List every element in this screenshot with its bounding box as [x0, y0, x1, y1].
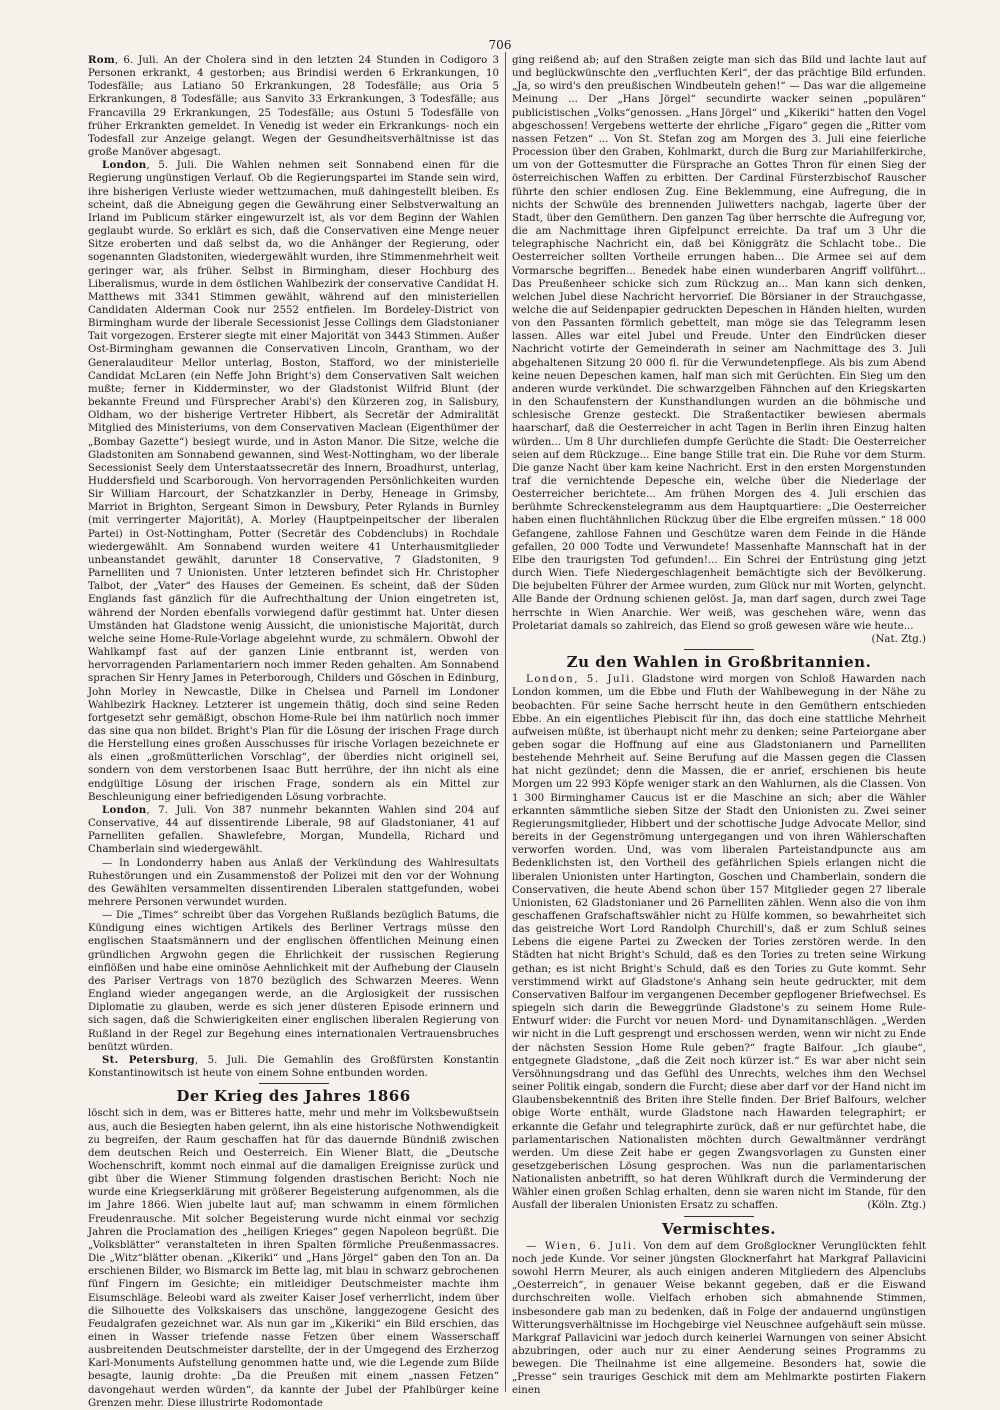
continuation-body: ging reißend ab; auf den Straßen zeigte man sich das Bild und lachte laut auf und beglückwünschte den „verfluchten Kerl“, der das prächtige Bild erfunden. „Ja, so wird's den preußischen Windbeuteln gehen!“ — Das war die allgemeine Meinung ... Der „Hans Jörgel“ secundirte wacker seinen „populären“ publicistischen „Volks“genossen. „Hans Jörgel“ und „Kikeriki“ hatten den Vogel abgeschossen! Vergebens wetterte der ehrliche „Figaro“ gegen die „Ritter vom nassen Fetzen“ ... Von St. Stefan zog am Morgen des 3. Juli eine feierliche Procession über den Graben, Kohlmarkt, durch die Burg zur Mariahilferkirche, um von der Gottesmutter die Fürsprache an Gottes Thron für einen Sieg der österreichischen Waffen zu erbitten. Der Cardinal Fürsterzbischof Rauscher führte den schier endlosen Zug. Eine Beklemmung, eine Aufregung, die in nichts der Schwüle des brennenden Juliwetters nachgab, lagerte über der Stadt, über den Gemüthern. Den ganzen Tag über herrschte die Aufregung vor, die am Nachmittage ihren Gipfelpunct erreichte. Da traf um 3 Uhr die telegraphische Nachricht ein, daß bei Königgrätz die Schlacht tobe.. Die Oesterreicher sollten Vortheile errungen haben... Die Armee sei auf dem Vormarsche begriffen... Benedek habe einen wunderbaren Angriff vollführt... Das Preußenheer schicke sich zum Rückzug an... Man kann sich denken, welchen Jubel diese Nachricht hervorrief. Die Börsianer in der Strauchgasse, welche die auf Seidenpapier gedruckten Depeschen in Händen hielten, wurden von den Passanten förmlich gebettelt, man möge sie das Telegramm lesen lassen. Alles war eitel Jubel und Freude. Unter den Eindrücken dieser Nachricht votirte der Gemeinderath in seiner am Nachmittage des 3. Juli abgehaltenen Sitzung 20 000 fl. für die Verwundetenpflege. Als bis zum Abend keine neuen Depeschen kamen, half man sich mit Gerüchten. Ein Sieg um den anderen wurde verkündet. Die schwarzgelben Fähnchen auf den Kriegskarten in den Schaufenstern der Kunsthandlungen wurden an die böhmische und schlesische Grenze gesteckt. Die Straßentactiker bewiesen abermals haarscharf, daß die Oesterreicher in acht Tagen in Berlin ihren Einzug halten würden... Um 8 Uhr durchliefen dumpfe Gerüchte die Stadt: Die Oesterreicher seien auf dem Rückzuge... Eine bange Stille trat ein. Die Ruhe vor dem Sturm. Die ganze Nacht über kam keine Nachricht. Erst in den ersten Morgenstunden traf die vernichtende Depesche ein, welche über die Niederlage der Oesterreicher berichtete... Am frühen Morgen des 4. Juli erschien das berühmte Schreckenstelegramm aus dem Hauptquartiere: „Die Oesterreicher haben einen fluchtähnlichen Rückzug über die Elbe ergreifen müssen.“ 18 000 Gefangene, zahllose Fahnen und Geschütze waren dem Feinde in die Hände gefallen, 20 000 Todte und Verwundete! Massenhafte Mannschaft hat in der Elbe den traurigsten Tod gefunden!... Ein Schrei der Entrüstung ging jetzt durch Wien. Tiefe Niedergeschlagenheit bemächtigte sich der Bevölkerung. Die bejubelten Führer der Armee wurden, zum Glück nur mit Worten, gelyncht. Alle Bande der Ordnung schienen gelöst. Ja, man darf sagen, durch zwei Tage herrschte in Wien Anarchie. Wer weiß, was geschehen wäre, wenn das Proletariat damals so zahlreich, das Elend so groß gewesen wäre wie heute... [512, 55, 926, 632]
section-text-wahlen [512, 673, 926, 1212]
dateline-date: , 5. Juli. [146, 160, 198, 172]
dateline-date: , 6. Juli. [114, 55, 159, 66]
section-body: Gladstone wird morgen von Schloß Hawarden nach London kommen, um die Ebbe und Fluth der Wahlbewegung in der Nähe zu beobachten. Für seine Sache herrscht heute in den Gemüthern entschieden Ebbe. An ein eigentliches Plebiscit für ihn, das doch eine stattliche Mehrheit aufweisen müßte, ist überhaupt nicht mehr zu denken; seine Parteiorgane aber geben sogar die Hoffnung auf eine aus Gladstonianern und Parnelliten bestehende Mehrheit auf. Seine Berufung auf die Massen gegen die Classen hat nicht gezündet; denn die Massen, die er anrief, erschienen bis heute Morgen um 22 993 Köpfe weniger stark an den Wahlurnen, als die Classen. Von 1 300 Birminghamer Caucus ist er die Maschine an sich; aber die Wähler erkannten sämmtliche sieben Sitze der Stadt den Unionisten zu. Zwei seiner Regierungsmitglieder, Hibbert und der schottische Judge Advocate Mellor, sind bereits in der Gegenströmung untergegangen und von ihren Wählerschaften verworfen worden. Und, was vom liberalen Parteistandpuncte aus am Bedenklichsten ist, den Vortheil des gefährlichen Spiels erlangen nicht die liberalen Unionisten unter Hartington, Goschen und Chamberlain, sondern die Conservativen, die heute Abend schon über 157 Mitglieder gegen 27 liberale Unionisten, 62 Gladstonianer und 26 Parnelliten zählen. Wenn also die von ihm geschaffenen Grafschaftswähler nicht zu Hülfe kommen, so bewahrheitet sich das geistreiche Wort Lord Randolph Churchill's, daß er zum Schluß seines Lebens die eigene Partei zu Zwecken der Tories zerstören werde. In den Städten hat nicht Bright's Schuld, daß es den Tories zu treten seine Wirkung gethan; es ist nicht Bright's Schuld, daß es den Tories zu Gute kommt. Sehr verstimmend wirkt auf Gladstone's Anhang sein heute gedruckter, mit dem Conservativen Balfour im vergangenen December gepflogener Briefwechsel. Es spiegeln sich darin die Beweggründe Gladstone's zu seinem Home Rule-Entwurf wider: die Furcht vor neuen Mord- und Dynamitanschlägen. „Werden wir nicht in die Luft gesprengt und erschossen werden, wenn wir nicht zu Ende der nächsten Session Home Rule geben?“ fragte Balfour. „Ich glaube“, entgegnete Gladstone, „daß die Zeit noch kürzer ist.“ Es war aber nicht sein Versöhnungsdrang und das Gefühl des Unrechts, welches ihm den Wechsel seiner Politik eingab, sondern die Furcht; diese aber darf vor der Hand nicht im Glaubensbekenntniß des Briten ihre Stelle finden. Der Brief Balfours, welcher obige Worte enthält, wurde Gladstone nach Hawarden telegraphirt; er erkannte die Gefahr und telegraphirte zurück, daß er nur gefürchtet habe, die parlamentarischen Nationalisten möchten durch Gewaltmänner verdrängt werden. Um diese Zeit habe er gegen Zwangsvorlagen zu Gunsten einer gesetzgeberischen Lösung gesprochen. Was nun die parlamentarischen Nationalisten anbetrifft, so hat deren Wühlkraft durch die Verminderung der Wähler einen großen Schlag erhalten, denn sie waren nicht im Stande, für den Ausfall der liberalen Unionisten Ersatz zu schaffen. [512, 674, 927, 1212]
news-item-petersburg [88, 1054, 499, 1080]
section-divider [259, 1083, 329, 1084]
column-rule [505, 52, 506, 1392]
dateline: London, 5. Juli. [526, 674, 636, 686]
source-attribution: (Nat. Ztg.) [871, 633, 926, 645]
section-divider [684, 1216, 754, 1217]
news-item-london-2 [88, 804, 499, 857]
section-text-vermischtes [512, 1240, 926, 1398]
section-title-krieg: Der Krieg des Jahres 1866 [176, 1087, 411, 1106]
news-text: — In Londonderry haben aus Anlaß der Verkündung des Wahlresultats Ruhestörungen und ein Zusammenstoß der Polizei mit den vor der Wohnung des Gewählten versammelten dissentirenden Liberalen stattgefunden, wobei mehrere Personen verwundet wurden. [88, 857, 499, 908]
dateline-date: , 5. Juli. [194, 1054, 248, 1066]
news-text: — Die „Times“ schreibt über das Vorgehen Rußlands bezüglich Batums, die Kündigung eines wichtigen Artikels des Berliner Vertrags müsse den englischen Staatsmännern und der englischen öffentlichen Meinung einen gründlichen Argwohn gegen die Ehrlichkeit der russischen Regierung einflößen und habe eine ominöse Aehnlichkeit mit der Aufhebung der Clauseln des Pariser Vertrags von 1870 bezüglich des Schwarzen Meeres. Wenn England wieder angegangen werde, an die Arglosigkeit der russischen Diplomatie zu glauben, werde es sich jener düsteren Episode erinnern und sich sagen, daß die Schwierigkeiten einer englischen liberalen Regierung von Rußland in der Regel zur Begehung eines internationalen Vertrauensbruches benützt würden. [88, 910, 499, 1053]
news-item-times [88, 909, 499, 1054]
section-text-krieg: löscht sich in dem, was er Bitteres hatte, mehr und mehr im Volksbewußtsein aus, auch die Besiegten haben gelernt, ihn als eine historische Nothwendigkeit zu begreifen, der Raum geschaffen hat für das dauernde Bündniß zwischen dem deutschen Reich und Oesterreich. Ein Wiener Blatt, die „Deutsche Wochenschrift, kommt noch einmal auf die damaligen Ereignisse zurück und gibt über die Wiener Stimmung folgenden drastischen Bericht: Noch nie wurde eine Kriegserklärung mit größerer Begeisterung aufgenommen, als die im Jahre 1866. Wien jubelte laut auf; man schwamm in einem förmlichen Freudenrausche. Mit solcher Begeisterung wurde nicht einmal vor sechzig Jahren die Proclamation des „heiligen Krieges“ gegen Napoleon begrüßt. Die „Volksblätter“ veranstalteten in ihren Spalten förmliche Preußenmassacres. Die „Witz“blätter obenan. „Kikeriki“ und „Hans Jörgel“ gaben den Ton an. Da erschienen Bilder, wo Bismarck im Bette lag, mit blau in schwarz gebrochenen fünf Fingern im Gesichte; ein mitleidiger Deutschmeister machte ihm Eisumschläge. Beleobi ward als zweiter Kaiser Josef verherrlicht, indem über die Silhouette des Volkskaisers das unschöne, langgezogene Gesicht des Feudalgrafen gezeichnet war. Als nun gar im „Kikeriki“ ein Bild erschien, das einen in Wasser triefende nasse Fetzen über einem Wasserschaff ausbreitenden Deutschmeister darstellte, der in der Umgegend des Erzherzog Karl-Monuments Aufstellung genommen hatte und, wie die Legende zum Bilde besagte, launig drohte: „Da die Preußen mit einem „nassen Fetzen“ davongehaut werden würden“, da kannte der Jubel der Pfahlbürger keine Grenzen mehr. Diese illustrirte Rodomontade [88, 1108, 499, 1409]
section-divider [684, 649, 754, 650]
news-text: Die Wahlen nehmen seit Sonnabend einen für die Regierung ungünstigen Verlauf. Ob die Regierungspartei im Stande sein wird, ihre bisherigen Verluste wieder wettzumachen, muß dahingestellt bleiben. Es scheint, daß die Abneigung gegen die Gewährung einer Selbstverwaltung an Irland im Publicum stärker eingewurzelt ist, als vor dem Beginn der Wahlen geglaubt wurde. So erklärt es sich, daß die Conservativen eine Menge neuer Sitze eroberten und daß selbst da, wo die Anhänger der Regierung, oder sogenannten Gladstoniten, wiedergewählt wurden, ihre Stimmenmehrheit weit geringer war, als früher. Selbst in Birmingham, dieser Hochburg des Liberalismus, wurde in dem östlichen Wahlbezirk der conservative Candidat H. Matthews mit 3341 Stimmen gewählt, während auf den ministeriellen Candidaten Alderman Cook nur 2552 entfielen. Im Bordeley-District von Birmingham wurde der liberale Secessionist Jesse Collings dem Gladstonianer Tait vorgezogen. Ersterer siegte mit einer Majorität von 3443 Stimmen. Außer Ost-Birmingham gewannen die Conservativen Lincoln, Grantham, wo der Generalauditeur Mellor unterlag, Boston, Stafford, wo der ministerielle Candidat McLaren (ein Neffe John Bright's) dem Conservativen Salt weichen mußte; ferner in Kidderminster, wo der Gladstonist Wilfrid Blunt (der bekannte Freund und Fürsprecher Arabi's) den Kürzeren zog, in Salisbury, Oldham, wo der bisherige Vertreter Hibbert, als Secretär der Admiralität Mitglied des Ministeriums, von dem Conservativen Maclean (Eigenthümer der „Bombay Gazette“) besiegt wurde, und in Aston Manor. Die Sitze, welche die Gladstoniten am Sonnabend gewannen, sind West-Nottingham, wo der liberale Secessionist Seely dem Unterstaatssecretär des Innern, Broadhurst, unterlag, Huddersfield und Scarborough. Von hervorragenden Persönlichkeiten wurden Sir William Harcourt, der Schatzkanzler in Derby, Heneage in Grimsby, Marriot in Brighton, Sergeant Simon in Dewsbury, Peter Rylands in Burnley (mit verringerter Majorität), A. Morley (Hauptpeinpeitscher der liberalen Partei) in Ost-Nottingham, Potter (Secretär des Cobdenclubs) in Rochdale wiedergewählt. Am Sonnabend wurden weitere 41 Unterhausmitglieder unbeanstandet gewählt, darunter 18 Conservative, 7 Gladstoniten, 9 Parnelliten und 7 Unionisten. Unter letzteren befindet sich Hr. Christopher Talbot, der „Vater“ des Hauses der Gemeinen. Es scheint, daß der Süden Englands fast gänzlich für die Aufrechthaltung der Union eingetreten ist, während der Norden ebenfalls vorwiegend dafür gestimmt hat. Unter diesen Umständen hat Gladstone wenig Aussicht, die unionistische Majorität, durch welche seine Home-Rule-Vorlage abgelehnt wurde, zu schmälern. Obwohl der Wahlkampf fast auf der ganzen Linie entbrannt ist, werden von hervorragenden Parlamentariern noch immer Reden gehalten. Am Sonnabend sprachen Sir Henry James in Peterborough, Childers und Göschen in Edinburg, John Morley in Newcastle, Dilke in Chelsea und Parnell im Londoner Wahlbezirk Hackney. Letzterer ist ungemein thätig, doch sind seine Reden fortgesetzt sehr gemäßigt, obschon Home-Rule bei ihm natürlich noch immer das sine qua non bildet. Bright's Plan für die Lösung der irischen Frage durch die Herstellung eines großen Ausschusses für irische Vorlagen bezeichnete er als einen „großmütterlichen Vorschlag“, der überdies nicht originell sei, sondern von dem verstorbenen Isaac Butt herrühre, der ihn nicht als eine endgültige Lösung der irischen Frage, sondern als ein Mittel zur Beschleunigung einer befriedigenden Lösung vorbrachte. [88, 160, 499, 803]
news-text: An der Cholera sind in den letzten 24 Stunden in Codigoro 3 Personen erkrankt, 4 gestorben; aus Brindisi werden 6 Erkrankungen, 10 Todesfälle; aus Latiano 50 Erkrankungen, 28 Todesfälle; aus Oria 5 Erkrankungen, 8 Todesfälle; aus Sanvito 33 Erkrankungen, 3 Todesfälle; aus Francavilla 29 Erkrankungen, 25 Todesfälle; aus Ostuni 5 Todesfälle von früher Erkrankten gemeldet. In Venedig ist weder ein Erkrankungs- noch ein Todesfall zur Anzeige gelangt. Wegen der Gesundheitsverhältnisse ist das große Manöver abgesagt. [88, 55, 499, 159]
section-title-wahlen: Zu den Wahlen in Großbritannien. [566, 653, 872, 672]
source-attribution: (Köln. Ztg.) [867, 1200, 926, 1212]
dateline: St. Petersburg [102, 1053, 195, 1066]
news-text: Von 387 nunmehr bekannten Wahlen sind 204 auf Conservative, 44 auf dissentirende Liberale, 98 auf Gladstonianer, 41 auf Parnelliten gefallen. Shawlefebre, Morgan, Mundella, Richard und Chamberlain sind wiedergewählt. [88, 804, 499, 856]
dateline-date: , 7. Juli. [146, 804, 197, 816]
section-body: Von dem auf dem Großglockner Verunglückten fehlt noch jede Kunde. Vor seiner jüngsten Glocknerfahrt hat Markgraf Pallavicini sowohl Herrn Meurer, als auch einigen anderen Mitgliedern des Alpenclubs „Oesterreich“, in genauer Weise bekannt gegeben, daß er die Eiswand durchschreiten wolle. Vielfach erhoben sich abmahnende Stimmen, insbesondere gab man zu bedenken, daß in Folge der andauernd ungünstigen Witterungsverhältnisse im Hochgebirge viel Neuschnee aufgehäuft sein müsse. Markgraf Pallavicini war jedoch durch keinerlei Warnungen von seiner Absicht abzubringen, oder auch nur zu einer Aenderung seines Programms zu bewegen. Die Theilnahme ist eine allgemeine. Besonders hat, sowie die „Presse“ sein trauriges Geschick mit dem am Mehlmarkte postirten Fiakern einen [512, 1240, 926, 1397]
right-column [512, 54, 927, 1397]
continuation-text [512, 54, 926, 645]
dateline: Rom [88, 54, 115, 66]
dateline: London [102, 159, 147, 172]
dateline: — Wien, 6. Juli. [526, 1240, 638, 1252]
news-item-london-1 [88, 159, 499, 804]
news-text: Die Gemahlin des Großfürsten Konstantin Konstantinowitsch ist heute von einem Sohne entbunden worden. [88, 1054, 499, 1080]
news-item-rome [88, 54, 499, 159]
left-column [88, 54, 499, 1409]
page-number: 706 [488, 38, 512, 52]
section-title-vermischtes: Vermischtes. [662, 1219, 776, 1238]
dateline: London [102, 803, 147, 816]
news-item-londonderry [88, 857, 499, 910]
